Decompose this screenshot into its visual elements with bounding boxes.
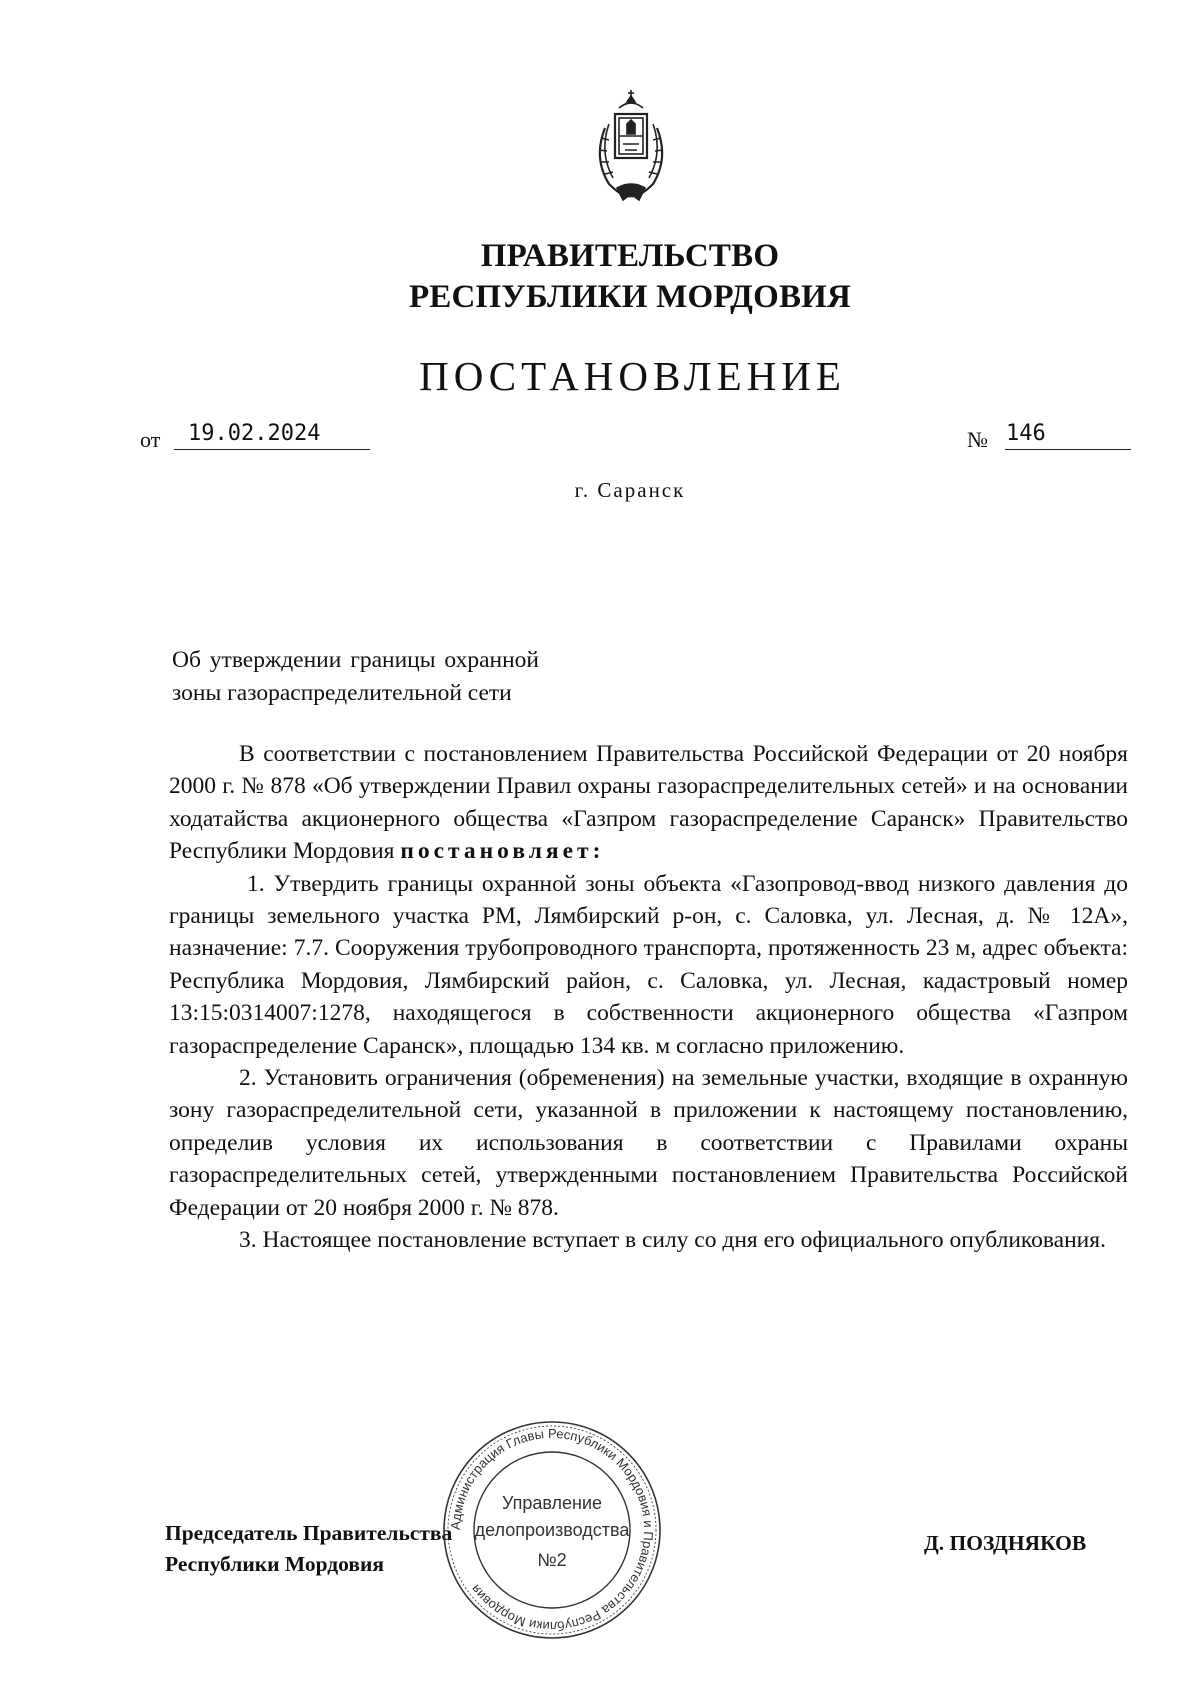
stamp-ring-text: Администрация Главы Республики Мордовия и Правительства Республики Мордовия bbox=[447, 1425, 657, 1635]
preamble-text: В соответствии с постановлением Правительства Российской Федерации от 20 ноября 2000 г. № 878 «Об утверждении Правил охраны газораспределительных сетей» и на основании ходатайства акционерного общества «Газпром газораспределение Саранск» Правительство Республики Мордовия bbox=[169, 741, 1128, 865]
date-prefix: от bbox=[140, 427, 161, 452]
signatory-name: Д. ПОЗДНЯКОВ bbox=[924, 1531, 1087, 1555]
number-prefix: № bbox=[967, 427, 988, 452]
document-number: 146 bbox=[1006, 421, 1046, 446]
preamble-paragraph bbox=[169, 738, 1128, 868]
document-subject bbox=[172, 644, 539, 710]
document-body bbox=[169, 738, 1128, 1257]
item-2-paragraph: 2. Установить ограничения (обременения) на земельные участки, входящие в охранную зону газораспределительной сети, указанной в приложении к настоящему постановлению, определив условия их использования в соответствии с Правилами охраны газораспределительных сетей, утвержденными постановлением Правительства Российской Федерации от 20 ноября 2000 г. № 878. bbox=[169, 1065, 1128, 1221]
stamp-line2: делопроизводства bbox=[474, 1520, 630, 1540]
document-date: 19.02.2024 bbox=[188, 421, 321, 446]
signatory-position-line1: Председатель Правительства bbox=[165, 1521, 453, 1545]
decree-word: постановляет: bbox=[400, 838, 605, 865]
document-type-title: ПОСТАНОВЛЕНИЕ bbox=[419, 353, 846, 399]
signatory-position bbox=[165, 1518, 452, 1580]
org-title-line1: ПРАВИТЕЛЬСТВО bbox=[480, 238, 780, 274]
item-1-paragraph: 1. Утвердить границы охранной зоны объекта «Газопровод-ввод низкого давления до границы земельного участка РМ, Лямбирский р-он, с. Саловка, ул. Лесная, д. № 12А», назначение: 7.7. Сооружения трубопроводного транспорта, протяженность 23 м, адрес объекта: Республика Мордовия, Лямбирский район, с. Саловка, ул. Лесная, кадастровый номер 13:15:0314007:1278, находящегося в собственности акционерного общества «Газпром газораспределение Саранск», площадью 134 кв. м согласно приложению. bbox=[169, 870, 1128, 1059]
stamp-line3: №2 bbox=[537, 1550, 567, 1570]
date-underline bbox=[174, 449, 370, 450]
number-underline bbox=[1005, 449, 1131, 450]
org-title-line2: РЕСПУБЛИКИ МОРДОВИЯ bbox=[408, 279, 852, 315]
subject-line1: Об утверждении границы охранной bbox=[172, 647, 539, 673]
subject-line2: зоны газораспределительной сети bbox=[172, 680, 512, 706]
date-label bbox=[140, 427, 166, 453]
city-line: г. Саранск bbox=[574, 478, 686, 502]
stamp-line1: Управление bbox=[501, 1493, 603, 1513]
item-3-paragraph: 3. Настоящее постановление вступает в силу со дня его официального опубликования. bbox=[239, 1227, 1106, 1254]
signatory-position-line2: Республики Мордовия bbox=[165, 1552, 385, 1576]
coat-of-arms-emblem bbox=[583, 88, 679, 206]
number-label bbox=[967, 427, 988, 453]
